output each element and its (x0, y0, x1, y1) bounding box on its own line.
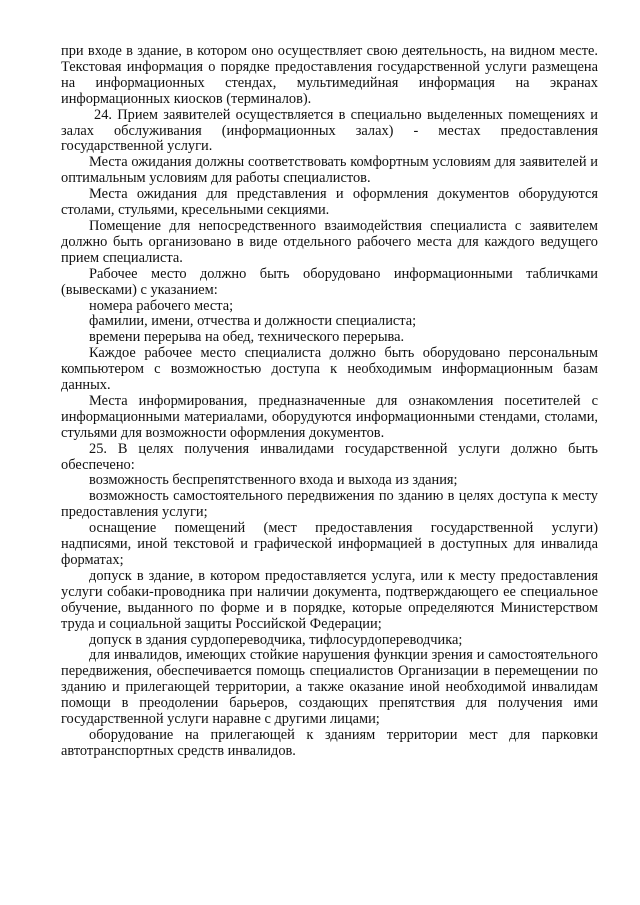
paragraph-waiting-areas: Места ожидания должны соответствовать комфортным условиям для заявителей и оптимальным условиям для работы специалистов. (61, 154, 598, 187)
paragraph-list-movement: возможность самостоятельного передвижения по зданию в целях доступа к месту предоставления услуги; (61, 488, 598, 521)
paragraph-list-entry-exit: возможность беспрепятственного входа и выхода из здания; (89, 472, 458, 489)
paragraph-list-workplace-number: номера рабочего места; (89, 297, 234, 314)
paragraph-interaction-room: Помещение для непосредственного взаимодействия специалиста с заявителем должно быть организовано в виде отдельного рабочего места для каждого ведущего прием специалиста. (61, 217, 598, 266)
paragraph-workplace-computer: Каждое рабочее место специалиста должно быть оборудовано персональным компьютером с возможностью доступа к необходимым информационным базам данных. (61, 345, 598, 394)
paragraph-workplace-signs: Рабочее место должно быть оборудовано информационными табличками (вывесками) с указанием: (61, 265, 598, 298)
paragraph-list-sign-interpreter: допуск в здания сурдопереводчика, тифлосурдопереводчика; (89, 631, 463, 648)
paragraph-list-assistance: для инвалидов, имеющих стойкие нарушения функции зрения и самостоятельного передвижения, обеспечивается помощь специалистов Организации в перемещении по зданию и прилегающей территории, а также оказание иной необходимой инвалидам помощи в преодолении барьеров, создающих препятствия для получения ими государственной услуги наравне с другими лицами; (61, 647, 598, 728)
paragraph-list-break-time: времени перерыва на обед, технического перерыва. (89, 329, 405, 346)
document-page (61, 44, 598, 760)
paragraph-list-equipment-signs: оснащение помещений (мест предоставления государственной услуги) надписями, иной текстовой и графической информацией в доступных для инвалида форматах; (61, 520, 598, 568)
paragraph-list-guide-dog: допуск в здание, в котором предоставляется услуга, или к месту предоставления услуги собаки-проводника при наличии документа, подтверждающего ее специальное обучение, выданного по форме и в порядке, которые определяются Министерством труда и социальной защиты Российской Федерации; (61, 567, 598, 632)
paragraph-information-places: Места информирования, предназначенные для ознакомления посетителей с информационными материалами, оборудуются информационными стендами, столами, стульями для возможности оформления документов. (61, 392, 598, 441)
paragraph-list-specialist-name: фамилии, имени, отчества и должности специалиста; (89, 313, 417, 330)
paragraph-waiting-furniture: Места ожидания для представления и оформления документов оборудуются столами, стульями, кресельными секциями. (61, 186, 598, 219)
paragraph-list-parking: оборудование на прилегающей к зданиям территории мест для парковки автотранспортных средств инвалидов. (61, 726, 598, 759)
paragraph-item-24: 24. Прием заявителей осуществляется в специально выделенных помещениях и залах обслуживания (информационных залах) - местах предоставления государственной услуги. (61, 106, 598, 155)
paragraph-continuation: при входе в здание, в котором оно осуществляет свою деятельность, на видном месте. Текстовая информация о порядке предоставления государственной услуги размещена на информационных стендах, мультимедийная информация на экранах информационных киосков (терминалов). (61, 43, 598, 107)
paragraph-item-25: 25. В целях получения инвалидами государственной услуги должно быть обеспечено: (61, 440, 598, 473)
